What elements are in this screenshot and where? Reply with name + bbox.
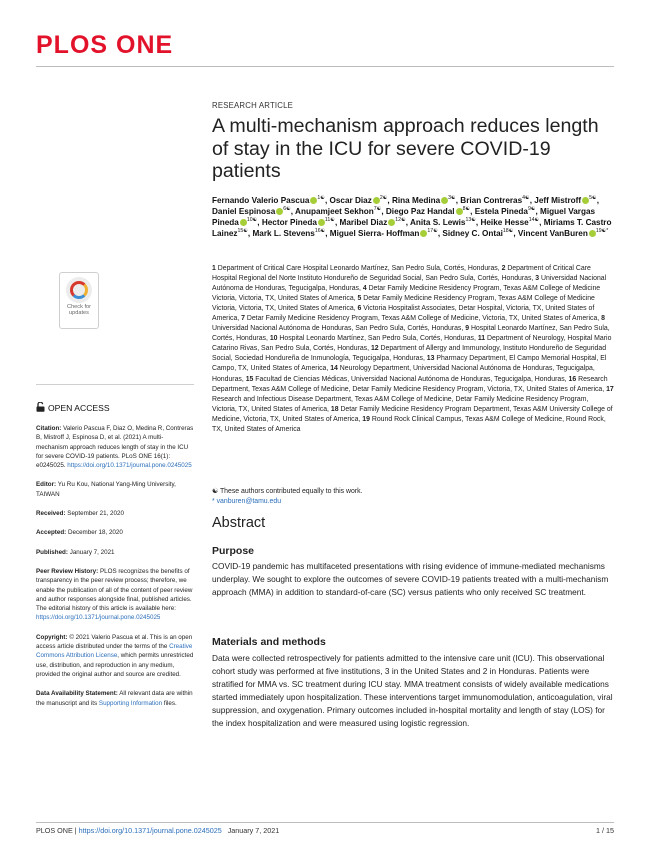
affiliation-text: Neurology Department, Universidad Nacional Autónoma de Honduras, Tegucigalpa, Honduras, [212, 365, 595, 383]
affiliation-text: Department of Neurology, Hospital Mario Catarino Rivas, San Pedro Sula, Cortés, Honduras, [212, 335, 612, 353]
author-separator: , [324, 196, 330, 205]
author-affiliation-sup: 19☯* [595, 228, 609, 235]
received-label: Received: [36, 510, 66, 518]
author-separator: , [387, 196, 392, 205]
affiliation-number: 14 [330, 365, 338, 373]
footer-left [36, 826, 279, 835]
author-separator: , [437, 229, 443, 239]
editor-text: Yu Ru Kou, National Yang-Ming University, TAIWAN [36, 481, 176, 498]
sidebar-meta [36, 424, 194, 718]
affiliation-number: 16 [568, 375, 577, 383]
supporting-info-link[interactable]: Supporting Information [98, 699, 163, 707]
article-title: A multi-mechanism approach reduces length of stay in the ICU for severe COVID-19 patients [212, 115, 599, 183]
author-separator: , [405, 218, 410, 228]
author-separator: , [470, 207, 475, 217]
footer-date: January 7, 2021 [227, 826, 280, 835]
peer-review-label: Peer Review History: [36, 567, 99, 575]
affiliation-number: 8 [601, 315, 605, 323]
article-type: RESEARCH ARTICLE [212, 101, 294, 110]
author-separator: , [475, 218, 481, 228]
author-name[interactable]: Miguel Sierra- Hoffman [329, 229, 420, 239]
published-label: Published: [36, 548, 68, 556]
check-for-updates-line2: updates [69, 310, 89, 317]
affiliation-text: Department of Allergy and Immunology, Instituto Hondureño de Seguridad Social, Sociedad Hondureña de Inmunología, Tegucigalpa, Honduras, [212, 345, 607, 363]
peer-review-link[interactable]: https://doi.org/10.1371/journal.pone.0245025 [36, 614, 161, 622]
affiliation-number: 19 [362, 415, 370, 423]
open-access-label [36, 402, 110, 413]
footer-separator: | [72, 826, 79, 835]
author-separator: , [381, 207, 386, 217]
footer-journal: PLOS ONE [36, 826, 73, 835]
author-name[interactable]: Brian Contreras [460, 196, 523, 205]
author-name[interactable]: Vincent VanBuren [517, 229, 588, 239]
author-name[interactable]: Miriams T. Castro Lainez [212, 218, 612, 239]
corresponding-email-link[interactable]: * vanburen@tamu.edu [212, 498, 282, 505]
orcid-icon[interactable] [373, 197, 380, 204]
author-name[interactable]: Sidney C. Ontai [442, 229, 503, 239]
copyright-text: © 2021 Valerio Pascua et al. This is an open access article distributed under the terms of the [36, 633, 193, 651]
accepted-label: Accepted: [36, 529, 67, 537]
author-affiliation-sup: 2☯ [379, 195, 388, 201]
author-affiliation-sup: 6☯ [283, 206, 291, 213]
affiliation-text: Facultad de Ciencias Médicas, Universidad Nacional Autónoma de Honduras, Tegucigalpa, Honduras, [253, 375, 569, 383]
affiliation-number: 18 [330, 405, 339, 413]
affiliation-text: Universidad Nacional Autónoma de Honduras, San Pedro Sula, Cortés, Honduras, [212, 325, 466, 333]
peer-review [36, 567, 194, 623]
author-separator: , [290, 207, 296, 217]
footer-doi-link[interactable]: https://doi.org/10.1371/journal.pone.0245025 [78, 826, 222, 835]
check-for-updates-icon [66, 277, 92, 303]
affiliation-text: Pharmacy Department, El Campo Memorial Hospital, El Campo, TX, United States of America, [212, 355, 607, 373]
editor [36, 480, 194, 499]
author-notes [212, 487, 614, 507]
orcid-icon[interactable] [456, 208, 463, 215]
copyright [36, 633, 194, 679]
author-name[interactable]: Miguel Vargas Pineda [212, 207, 596, 228]
citation-text: Valerio Pascua F, Diaz O, Medina R, Contreras B, Mistroff J, Espinosa D, et al. (2021) A multi-mechanism approach reduces length of stay in the ICU for severe COVID-19 patients. PLoS ONE 16(1): e0245025. [36, 425, 194, 470]
author-affiliation-sup: 4☯ [522, 195, 530, 201]
author-separator: , [455, 196, 461, 205]
published [36, 548, 194, 557]
author-affiliation-sup: 8☯ [462, 206, 471, 213]
author-name[interactable]: Hector Pineda [261, 218, 317, 228]
affiliation-text: Research Department, Texas A&M College of Medicine, Detar Family Medicine Residency Program, Victoria, TX, United States of America, [212, 375, 608, 393]
affiliation-text: Department of Critical Care Hospital Regional del Norte Instituto Hondureño de Seguridad Social, San Pedro Sula, Cortés, Honduras, [212, 265, 591, 283]
author-separator: , [539, 218, 544, 228]
affiliation-number: 4 [362, 285, 367, 293]
author-affiliation-sup: 13☯ [465, 217, 476, 224]
received-date: September 21, 2020 [67, 510, 124, 518]
author-affiliation-sup: 7☯ [373, 206, 382, 213]
author-name[interactable]: Daniel Espinosa [212, 207, 276, 217]
orcid-icon[interactable] [318, 219, 325, 226]
affiliation-text: Universidad Nacional Autónoma de Honduras, Tegucigalpa, Honduras, [212, 275, 607, 293]
author-affiliation-sup: 3☯ [448, 195, 456, 201]
author-affiliation-sup: 12☯ [395, 217, 406, 224]
author-name[interactable]: Estela Pineda [474, 207, 528, 217]
author-affiliation-sup: 5☯ [589, 195, 597, 201]
affiliation-text: Department of Critical Care Hospital Leonardo Martínez, San Pedro Sula, Cortés, Honduras, [215, 265, 502, 272]
affiliation-number: 17 [606, 385, 614, 393]
citation-doi-link[interactable]: https://doi.org/10.1371/journal.pone.0245025 [67, 462, 192, 470]
methods-text: Data were collected retrospectively for patients admitted to the intensive care unit (ICU). This observational cohort study was performed at five institutions, 3 in the United States and 2 in Honduras. Patients were stratified for MMA vs. SC treatment during ICU stay. MMA treatment consists of widely available medications started immediately upon hospitalization. These interventions target immunomodulation, anticoagulation, viral suppression, and oxygenation. Primary outcomes included in-hospital mortality and length of stay (LOS) for the index hospitalization and were measured using logistic regression. [212, 653, 613, 729]
author-name[interactable]: Maribel Diaz [339, 218, 388, 228]
license-link[interactable]: Creative Commons Attribution License [36, 643, 193, 660]
affiliation-text: Victoria Hospitalist Associates, Detar Hospital, Victoria, TX, United States of America, [212, 305, 595, 323]
affiliation-text: Research and Infectious Disease Department, Texas A&M College of Medicine, Detar Family Medicine Residency Program, Victoria, TX, United States of America, [212, 395, 589, 413]
author-name[interactable]: Rina Medina [391, 196, 441, 205]
copyright-label: Copyright: [36, 633, 68, 641]
author-name[interactable]: Anita S. Lewis [409, 218, 466, 228]
header-rule [36, 66, 614, 67]
page-number: 1 / 15 [596, 826, 614, 835]
affiliation-number: 11 [477, 335, 486, 343]
affiliation-number: 9 [465, 325, 470, 333]
affiliation-number: 3 [535, 275, 540, 283]
author-name[interactable]: Fernando Valerio Pascua [212, 196, 310, 205]
purpose-text: COVID-19 pandemic has multifaceted presentations with rising evidence of immune-mediated mechanisms underplay. We sought to explore the outcomes of severe COVID-19 patients treated with a multi-mechanism approach (MMA) in addition to standard-of-care (SC) versus patients who only received SC treatment. [212, 561, 609, 598]
orcid-icon[interactable] [240, 219, 247, 226]
methods-heading: Materials and methods [212, 636, 326, 648]
author-name[interactable]: Oscar Diaz [329, 196, 372, 205]
author-name[interactable]: Heike Hesse [480, 218, 529, 228]
data-availability-label: Data Availability Statement: [36, 690, 118, 698]
author-separator: , [529, 196, 535, 205]
author-affiliation-sup: 17☯ [427, 228, 438, 235]
purpose-heading: Purpose [212, 545, 255, 557]
author-name[interactable]: Anupamjeet Sekhon [295, 207, 374, 217]
citation-label: Citation: [36, 425, 62, 432]
affiliation-number: 6 [357, 305, 362, 313]
sidebar-divider [36, 384, 194, 385]
copyright-text-end: , which permits unrestricted use, distribution, and reproduction in any medium, provided the original author and source are credited. [36, 652, 194, 678]
affiliation-number: 1 [212, 265, 216, 272]
data-availability [36, 689, 194, 708]
affiliation-number: 15 [245, 375, 254, 383]
author-separator: , [513, 229, 518, 239]
affiliations [212, 264, 614, 435]
accepted-date: December 18, 2020 [67, 529, 123, 537]
affiliation-number: 12 [370, 345, 379, 353]
received [36, 509, 194, 518]
author-name[interactable]: Jeff Mistroff [534, 196, 582, 205]
author-separator: , [596, 196, 599, 205]
author-affiliation-sup: 14☯ [528, 217, 540, 224]
editor-label: Editor: [36, 481, 57, 489]
affiliation-number: 13 [426, 355, 435, 363]
author-separator: , [247, 229, 253, 239]
affiliation-text: Hospital Leonardo Martínez, San Pedro Sula, Cortés, Honduras, [277, 335, 478, 343]
affiliation-number: 10 [269, 335, 278, 343]
author-affiliation-sup: 1☯ [317, 195, 325, 201]
author-affiliation-sup: 18☯ [502, 228, 514, 235]
footer-rule [36, 822, 614, 823]
author-separator: , [257, 218, 262, 228]
abstract-heading: Abstract [212, 515, 266, 531]
author-name[interactable]: Diego Paz Handal [385, 207, 455, 217]
author-list [212, 195, 614, 239]
author-separator: , [535, 207, 541, 217]
affiliation-text: Detar Family Medicine Residency Program Department, Texas A&M University College of Medicine, Victoria, TX, United States of America, [212, 405, 613, 423]
open-access-text: OPEN ACCESS [48, 403, 110, 413]
author-affiliation-sup: 9☯ [527, 206, 536, 213]
published-date: January 7, 2021 [69, 548, 115, 556]
author-affiliation-sup: 10☯ [246, 217, 258, 224]
affiliation-number: 5 [357, 295, 362, 303]
author-name[interactable]: Mark L. Stevens [252, 229, 315, 239]
affiliation-text: Hospital Leonardo Martínez, San Pedro Sula, Cortés, Honduras, [212, 325, 610, 343]
author-affiliation-sup: 11☯ [324, 217, 335, 224]
orcid-icon[interactable] [589, 230, 596, 237]
check-for-updates-line1: Check for [67, 304, 91, 310]
affiliation-number: 2 [501, 265, 506, 272]
author-affiliation-sup: 16☯ [314, 228, 326, 235]
peer-review-text: PLOS recognizes the benefits of transparency in the peer review process; therefore, we enable the publication of all of the content of peer review and author responses alongside final, published articles. The editorial history of this article is available here: [36, 567, 193, 613]
citation [36, 424, 194, 470]
data-availability-text: All relevant data are within the manuscript and its [36, 690, 193, 707]
affiliation-text: Round Rock Clinical Campus, Texas A&M College of Medicine, Round Rock, TX, United States of America [212, 415, 606, 433]
equal-contribution-note: ☯ These authors contributed equally to this work. [212, 488, 363, 495]
open-lock-icon [36, 402, 45, 412]
data-availability-text-end: files. [163, 699, 177, 707]
affiliation-text: Detar Family Medicine Residency Program, Texas A&M College of Medicine Victoria, Victoria, TX, United States of America, [212, 295, 595, 313]
affiliation-text: Detar Family Medicine Residency Program, Texas A&M College of Medicine, Victoria, TX, United States of America, [244, 315, 602, 323]
author-separator: , [325, 229, 330, 239]
journal-logo: PLOS ONE [36, 31, 174, 59]
author-separator: , [334, 218, 340, 228]
affiliation-number: 7 [241, 315, 245, 323]
corresponding-email [212, 497, 614, 507]
author-affiliation-sup: 15☯ [237, 228, 248, 235]
affiliation-text: Detar Family Medicine Residency Program, Texas A&M College of Medicine Victoria, Victoria, TX, United States of America, [212, 285, 601, 303]
accepted [36, 528, 194, 537]
check-for-updates-badge[interactable] [59, 272, 99, 329]
